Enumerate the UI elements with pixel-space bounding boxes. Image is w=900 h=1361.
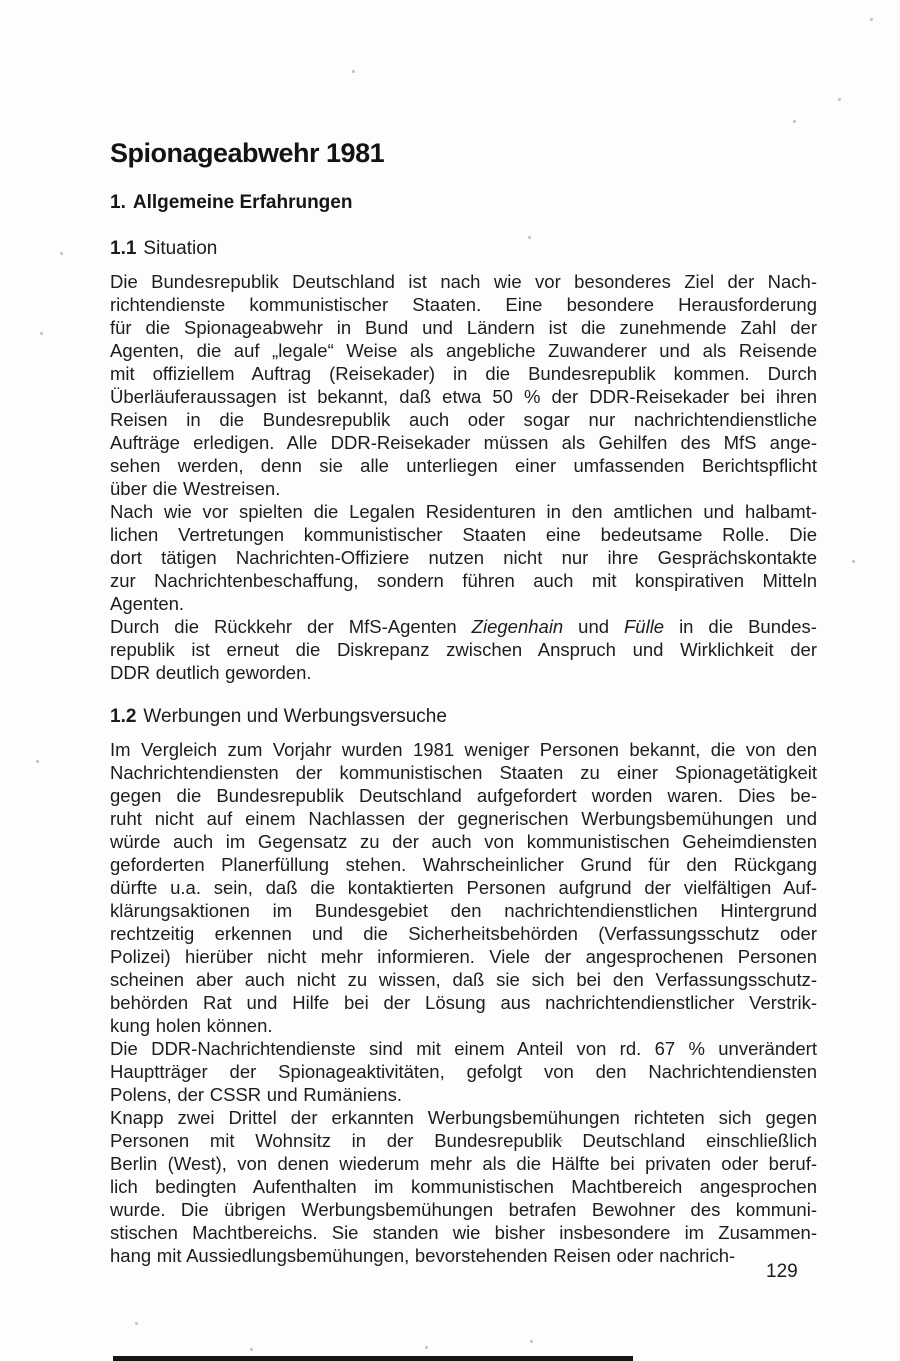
text-line: geforderten Planerfüllung stehen. Wahrscheinlicher Grund für den Rückgang bbox=[110, 854, 817, 875]
text-line: Nachrichtendiensten der kommunistischen Staaten zu einer Spionagetätigkeit bbox=[110, 762, 817, 783]
section-heading bbox=[110, 192, 817, 214]
scan-speckle bbox=[838, 98, 841, 101]
section-number: 1.2 bbox=[110, 706, 137, 727]
text-line: behörden Rat und Hilfe bei der Lösung aus nachrichtendienstlicher Verstrik- bbox=[110, 992, 817, 1013]
text-line: Überläuferaussagen ist bekannt, daß etwa 50 % der DDR-Reisekader bei ihren bbox=[110, 386, 817, 407]
text-line: Durch die Rückkehr der MfS-Agenten Ziegenhain und Fülle in die Bundes- bbox=[110, 616, 817, 637]
text-line: Aufträge erledigen. Alle DDR-Reisekader müssen als Gehilfen des MfS ange- bbox=[110, 432, 817, 453]
paragraph bbox=[110, 500, 817, 615]
text-line: dort tätigen Nachrichten-Offiziere nutzen nicht nur ihre Gesprächskontakte bbox=[110, 547, 817, 568]
italic-name: Ziegenhain bbox=[471, 616, 564, 637]
scan-speckle bbox=[793, 120, 796, 123]
scan-speckle bbox=[135, 1322, 138, 1325]
section-label: Werbungen und Werbungsversuche bbox=[143, 706, 447, 727]
paragraph bbox=[110, 615, 817, 684]
text-line: stischen Machtbereichs. Sie standen wie bisher insbesondere im Zusammen- bbox=[110, 1222, 817, 1243]
text-line: richtendienste kommunistischer Staaten. Eine besondere Herausforderung bbox=[110, 294, 817, 315]
scan-speckle bbox=[528, 236, 531, 239]
text-line: zur Nachrichtenbeschaffung, sondern führen auch mit konspirativen Mitteln bbox=[110, 570, 817, 591]
text-line: über die Westreisen. bbox=[110, 478, 281, 499]
scan-speckle bbox=[40, 332, 43, 335]
paragraph bbox=[110, 270, 817, 500]
scan-speckle bbox=[852, 560, 855, 563]
paragraph bbox=[110, 1037, 817, 1106]
section-subheading bbox=[110, 238, 817, 260]
text-line: Die Bundesrepublik Deutschland ist nach wie vor besonderes Ziel der Nach- bbox=[110, 271, 817, 292]
text-line: Personen mit Wohnsitz in der Bundesrepublik Deutschland einschließlich bbox=[110, 1130, 817, 1151]
text-line: lichen Vertretungen kommunistischer Staaten eine bedeutsame Rolle. Die bbox=[110, 524, 817, 545]
text-line: Polizei) hierüber nicht mehr informieren. Viele der angesprochenen Personen bbox=[110, 946, 817, 967]
text-line: Polens, der CSSR und Rumäniens. bbox=[110, 1084, 402, 1105]
section-label: Allgemeine Erfahrungen bbox=[132, 192, 353, 213]
text-line: hang mit Aussiedlungsbemühungen, bevorstehenden Reisen oder nachrich- bbox=[110, 1245, 736, 1266]
text-line: Hauptträger der Spionageaktivitäten, gefolgt von den Nachrichtendiensten bbox=[110, 1061, 817, 1082]
text-line: für die Spionageabwehr in Bund und Ländern ist die zunehmende Zahl der bbox=[110, 317, 817, 338]
scan-speckle bbox=[560, 1139, 563, 1142]
text-line: Im Vergleich zum Vorjahr wurden 1981 weniger Personen bekannt, die von den bbox=[110, 739, 817, 760]
text-line: ruht nicht auf einem Nachlassen der gegnerischen Werbungsbemühungen und bbox=[110, 808, 817, 829]
text-line: lich bedingten Aufenthalten im kommunistischen Machtbereich angesprochen bbox=[110, 1176, 817, 1197]
text-line: wurde. Die übrigen Werbungsbemühungen betrafen Bewohner des kommuni- bbox=[110, 1199, 817, 1220]
italic-name: Fülle bbox=[624, 616, 665, 637]
text-line: scheinen aber auch nicht zu wissen, daß sie sich bei den Verfassungsschutz- bbox=[110, 969, 817, 990]
section-subheading bbox=[110, 706, 817, 728]
text-line: mit offiziellem Auftrag (Reisekader) in die Bundesrepublik kommen. Durch bbox=[110, 363, 817, 384]
document-body bbox=[110, 138, 817, 1267]
text-line: gegen die Bundesrepublik Deutschland aufgefordert worden waren. Dies be- bbox=[110, 785, 817, 806]
scan-speckle bbox=[425, 1346, 428, 1349]
scan-speckle bbox=[352, 70, 355, 73]
paragraph bbox=[110, 1106, 817, 1267]
text-line: klärungsaktionen im Bundesgebiet den nachrichtendienstlichen Hintergrund bbox=[110, 900, 817, 921]
paragraph bbox=[110, 738, 817, 1037]
text-line: sehen werden, denn sie alle unterliegen einer umfassenden Berichtspflicht bbox=[110, 455, 817, 476]
text-line: Berlin (West), von denen wiederum mehr als die Hälfte bei privaten oder beruf- bbox=[110, 1153, 817, 1174]
scan-speckle bbox=[530, 1340, 533, 1343]
text-line: Reisen in die Bundesrepublik auch oder sogar nur nachrichtendienstliche bbox=[110, 409, 817, 430]
section-label: Situation bbox=[143, 238, 218, 259]
text-line: dürfte u.a. sein, daß die kontaktierten Personen aufgrund der vielfältigen Auf- bbox=[110, 877, 817, 898]
section-number: 1.1 bbox=[110, 238, 137, 259]
page-title: Spionageabwehr 1981 bbox=[110, 138, 385, 168]
text-line: rechtzeitig erkennen und die Sicherheitsbehörden (Verfassungsschutz oder bbox=[110, 923, 817, 944]
text-line: würde auch im Gegensatz zu der auch von kommunistischen Geheimdiensten bbox=[110, 831, 817, 852]
scan-speckle bbox=[870, 18, 873, 21]
text-line: DDR deutlich geworden. bbox=[110, 662, 312, 683]
text-line: Agenten. bbox=[110, 593, 185, 614]
text-line: kung holen können. bbox=[110, 1015, 273, 1036]
text-line: Agenten, die auf „legale“ Weise als angebliche Zuwanderer und als Reisende bbox=[110, 340, 817, 361]
scan-speckle bbox=[36, 760, 39, 763]
text-line: republik ist erneut die Diskrepanz zwischen Anspruch und Wirklichkeit der bbox=[110, 639, 817, 660]
text-line: Knapp zwei Drittel der erkannten Werbungsbemühungen richteten sich gegen bbox=[110, 1107, 817, 1128]
scan-artifact-bar bbox=[113, 1356, 633, 1361]
section-number: 1. bbox=[110, 192, 126, 213]
scan-speckle bbox=[60, 252, 63, 255]
text-line: Nach wie vor spielten die Legalen Residenturen in den amtlichen und halbamt- bbox=[110, 501, 817, 522]
page-number: 129 bbox=[766, 1261, 798, 1282]
scan-speckle bbox=[250, 1348, 253, 1351]
text-line: Die DDR-Nachrichtendienste sind mit einem Anteil von rd. 67 % unverändert bbox=[110, 1038, 817, 1059]
